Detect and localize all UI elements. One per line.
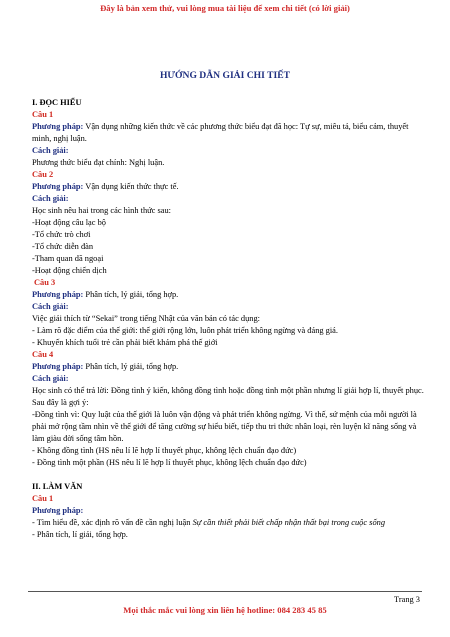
hotline-banner: Mọi thắc mắc vui lòng xin liên hệ hotline: 084 283 45 85 <box>123 605 327 615</box>
answer-text: Phương thức biểu đạt chính: Nghị luận. <box>32 158 165 167</box>
question-label: Câu 1 <box>32 494 54 503</box>
solution-label: Cách giải: <box>32 146 69 155</box>
method-text: Phân tích, lý giải, tổng hợp. <box>83 362 179 371</box>
topic-text: Sự cần thiết phải biết chấp nhận thất bại trong cuộc sống <box>192 518 386 527</box>
list-item: -Hoạt động câu lạc bộ <box>32 218 106 227</box>
method-line <box>32 121 424 145</box>
method-label: Phương pháp: <box>32 122 84 131</box>
method-label: Phương pháp: <box>32 290 84 299</box>
page-number: Trang 3 <box>394 595 420 604</box>
method-label: Phương pháp: <box>32 362 84 371</box>
method-label: Phương pháp: <box>32 506 84 515</box>
preview-banner: Đây là bản xem thử, vui lòng mua tài liệu để xem chi tiết (có lời giải) <box>100 3 350 13</box>
answer-text: - Khuyến khích tuổi trẻ cần phải biết khám phá thế giới <box>32 338 218 347</box>
method-line <box>32 181 424 193</box>
method-label: Phương pháp: <box>32 182 84 191</box>
list-item: -Tổ chức trò chơi <box>32 230 91 239</box>
answer-text: Học sinh có thể trả lời: Đồng tình ý kiến, không đồng tình hoặc đồng tình một phần nhưng lí giải hợp lí, thuyết phục. Sau đây là gợi ý: <box>32 386 424 407</box>
section-heading-writing: II. LÀM VĂN <box>32 482 83 491</box>
question-label: Câu 4 <box>32 350 54 359</box>
footer-divider <box>28 591 422 592</box>
question-label: Câu 3 <box>34 278 56 287</box>
answer-text <box>32 517 424 529</box>
answer-text: - Làm rõ đặc điểm của thế giới: thế giới rộng lớn, luôn phát triển không ngừng và đáng giá. <box>32 326 338 335</box>
question-label: Câu 1 <box>32 110 54 119</box>
section-heading-reading: I. ĐỌC HIỂU <box>32 98 82 107</box>
answer-text: Việc giải thích từ “Sekai” trong tiếng Nhật của văn bản có tác dụng: <box>32 314 260 323</box>
method-line <box>32 289 424 301</box>
solution-label: Cách giải: <box>32 374 69 383</box>
answer-text: - Không đồng tình (HS nêu lí lẽ hợp lí thuyết phục, không lệch chuẩn đạo đức) <box>32 446 297 455</box>
solution-label: Cách giải: <box>32 194 69 203</box>
method-text: Vận dụng những kiến thức về các phương thức biểu đạt đã học: Tự sự, miêu tả, biểu cảm, thuyết minh, nghị luận. <box>32 122 409 143</box>
list-item: -Tham quan dã ngoại <box>32 254 104 263</box>
answer-text: - Phân tích, lí giải, tổng hợp. <box>32 530 128 539</box>
question-label: Câu 2 <box>32 170 54 179</box>
method-text: Phân tích, lý giải, tổng hợp. <box>83 290 179 299</box>
list-item: -Hoạt động chiến dịch <box>32 266 107 275</box>
task-text: - Tìm hiểu đề, xác định rõ vấn đề cần nghị luận <box>32 518 193 527</box>
answer-text: Học sinh nêu hai trong các hình thức sau: <box>32 206 171 215</box>
answer-text: - Đồng tình một phần (HS nêu lí lẽ hợp lí thuyết phục, không lệch chuẩn đạo đức) <box>32 458 307 467</box>
page-title: HƯỚNG DẪN GIẢI CHI TIẾT <box>159 70 291 81</box>
document-body <box>32 97 424 541</box>
answer-text: -Đồng tình vì: Quy luật của thế giới là luôn vận động và phát triển không ngừng. Vì thế, sứ mệnh của mỗi người là phải mở rộng tầm nhìn về thế giới để tăng cường sự hiểu biết, tiếp thu tri thức nhân loại, rèn luyện kĩ năng sống và làm giàu đời sống tâm hồn. <box>32 410 417 443</box>
solution-label: Cách giải: <box>32 302 69 311</box>
method-line <box>32 361 424 373</box>
method-text: Vận dụng kiến thức thực tế. <box>83 182 179 191</box>
list-item: -Tổ chức diễn đàn <box>32 242 94 251</box>
